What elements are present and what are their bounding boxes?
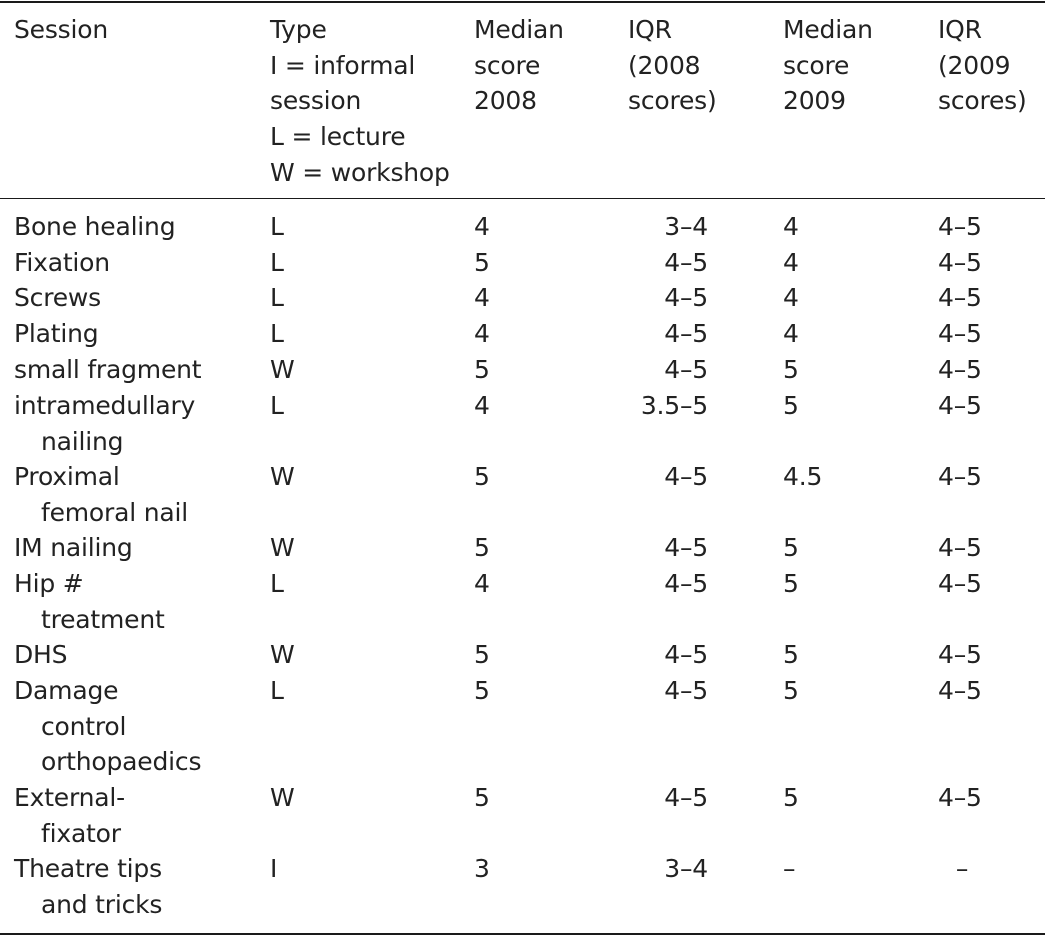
table-row-median-2009: 5 <box>783 355 799 384</box>
table-row-median-2009: 4 <box>783 248 799 277</box>
header-session <box>14 12 108 48</box>
session-name: Fixation <box>14 248 110 277</box>
table-row-type: L <box>270 676 284 705</box>
table-row-iqr-2009: 4–5 <box>938 676 982 705</box>
table-row-session <box>14 352 201 388</box>
table-row-iqr-2008: 4–5 <box>664 640 708 669</box>
session-name: External- <box>14 783 125 812</box>
table-row-median-2009: 5 <box>783 676 799 705</box>
header-iqr-2008-line: (2008 <box>628 50 701 80</box>
table-row-median-2009: 4 <box>783 212 799 241</box>
table-row-median-2009: 4.5 <box>783 462 823 491</box>
table-row-median-2009: 4 <box>783 283 799 312</box>
header-type-line: Type <box>270 15 327 44</box>
header-iqr-2009-line: (2009 <box>938 50 1011 80</box>
table-row-session <box>14 673 201 780</box>
table-row-iqr-2008: 3.5–5 <box>640 391 708 420</box>
header-median-2009-line: 2009 <box>783 86 846 116</box>
session-name: IM nailing <box>14 533 133 562</box>
session-name-continuation: and tricks <box>41 889 163 919</box>
header-median-2009-line: score <box>783 50 850 80</box>
table-row-session <box>14 780 125 851</box>
session-name: Plating <box>14 319 99 348</box>
table-top-rule <box>0 1 1045 3</box>
table-row-median-2008: 3 <box>474 854 490 883</box>
session-name: Hip # <box>14 569 84 598</box>
table-row-session <box>14 388 195 459</box>
table-row-type: W <box>270 533 295 562</box>
table-row-iqr-2008: 3–4 <box>664 854 708 883</box>
session-name: intramedullary <box>14 391 196 420</box>
header-type-line: L = lecture <box>270 122 406 152</box>
table-row-median-2008: 4 <box>474 391 490 420</box>
table-row-type: W <box>270 640 295 669</box>
session-name: Bone healing <box>14 212 176 241</box>
table-row-type: W <box>270 783 295 812</box>
table-row-iqr-2009: 4–5 <box>938 569 982 598</box>
table-row-type: L <box>270 319 284 348</box>
table-row-median-2009: 5 <box>783 533 799 562</box>
header-median-2009 <box>783 12 873 119</box>
table-row-type: L <box>270 569 284 598</box>
table-row-type: W <box>270 462 295 491</box>
header-type-line: I = informal <box>270 50 416 80</box>
table-row-iqr-2008: 4–5 <box>664 569 708 598</box>
table-row-median-2009: 5 <box>783 391 799 420</box>
session-name: small fragment <box>14 355 202 384</box>
table-row-iqr-2008: 4–5 <box>664 676 708 705</box>
header-iqr-2009-line: IQR <box>938 15 982 44</box>
table-row-iqr-2009: 4–5 <box>938 319 982 348</box>
table-row-type: L <box>270 283 284 312</box>
table-row-median-2009: – <box>783 854 796 883</box>
session-name: Screws <box>14 283 101 312</box>
table-row-median-2008: 4 <box>474 319 490 348</box>
table-row-median-2008: 5 <box>474 462 490 491</box>
table-row-median-2008: 5 <box>474 640 490 669</box>
table-row-median-2008: 5 <box>474 783 490 812</box>
header-type <box>270 12 450 191</box>
table-row-session <box>14 209 175 245</box>
table-row-iqr-2009: 4–5 <box>938 355 982 384</box>
table-row-median-2009: 5 <box>783 783 799 812</box>
table-row-median-2008: 5 <box>474 248 490 277</box>
table-row-iqr-2008: 4–5 <box>664 248 708 277</box>
session-name: Theatre tips <box>14 854 162 883</box>
table-row-iqr-2009: 4–5 <box>938 533 982 562</box>
table-header-rule <box>0 198 1045 199</box>
header-iqr-2008-line: IQR <box>628 15 672 44</box>
table-row-median-2008: 5 <box>474 676 490 705</box>
table-row-iqr-2009: 4–5 <box>938 248 982 277</box>
table-row-session <box>14 530 133 566</box>
table-row-iqr-2008: 4–5 <box>664 462 708 491</box>
table-row-iqr-2008: 4–5 <box>664 533 708 562</box>
table-row-median-2008: 4 <box>474 569 490 598</box>
table-row-iqr-2009: 4–5 <box>938 283 982 312</box>
table-row-iqr-2008: 4–5 <box>664 783 708 812</box>
table-row-iqr-2009: 4–5 <box>938 212 982 241</box>
table-row-type: W <box>270 355 295 384</box>
table-row-session <box>14 637 67 673</box>
table-row-session <box>14 459 188 530</box>
header-iqr-2009 <box>938 12 1027 119</box>
session-name-continuation: control <box>41 711 127 741</box>
table-row-iqr-2008: 4–5 <box>664 355 708 384</box>
header-session-line: Session <box>14 15 108 44</box>
table-row-type: I <box>270 854 278 883</box>
table-row-median-2008: 5 <box>474 533 490 562</box>
header-type-line: session <box>270 86 362 116</box>
table-row-iqr-2009 <box>938 851 986 887</box>
table-row-iqr-2008: 4–5 <box>664 283 708 312</box>
session-name-continuation: fixator <box>41 818 121 848</box>
table-row-iqr-2009: 4–5 <box>938 640 982 669</box>
table-row-median-2009: 5 <box>783 640 799 669</box>
table-row-iqr-2009: 4–5 <box>938 462 982 491</box>
table-row-iqr-2008: 4–5 <box>664 319 708 348</box>
table-row-iqr-2008: 3–4 <box>664 212 708 241</box>
table-row-session <box>14 566 165 637</box>
table-row-session <box>14 245 110 281</box>
table-bottom-rule <box>0 933 1045 935</box>
table-row-session <box>14 280 101 316</box>
header-iqr-2009-line: scores) <box>938 86 1027 116</box>
session-name-continuation: orthopaedics <box>41 747 202 777</box>
table-row-median-2008: 5 <box>474 355 490 384</box>
header-iqr-2008 <box>628 12 717 119</box>
table-row-median-2008: 4 <box>474 283 490 312</box>
session-name: DHS <box>14 640 68 669</box>
table-row-iqr-2009: 4–5 <box>938 783 982 812</box>
header-median-2008-line: Median <box>474 15 564 44</box>
session-name: Proximal <box>14 462 120 491</box>
session-name-continuation: treatment <box>41 604 165 634</box>
table-row-session <box>14 316 98 352</box>
header-type-line: W = workshop <box>270 157 450 187</box>
table-row-median-2008: 4 <box>474 212 490 241</box>
header-median-2008-line: score <box>474 50 541 80</box>
header-iqr-2008-line: scores) <box>628 86 717 116</box>
session-name-continuation: nailing <box>41 426 124 456</box>
table-row-session <box>14 851 162 922</box>
empty-value-dash: – <box>955 854 969 883</box>
table-row-type: L <box>270 391 284 420</box>
header-median-2009-line: Median <box>783 15 873 44</box>
table-row-type: L <box>270 212 284 241</box>
table-row-median-2009: 4 <box>783 319 799 348</box>
table-row-iqr-2009: 4–5 <box>938 391 982 420</box>
table-row-median-2009: 5 <box>783 569 799 598</box>
header-median-2008 <box>474 12 564 119</box>
session-name-continuation: femoral nail <box>41 497 188 527</box>
table-row-type: L <box>270 248 284 277</box>
session-name: Damage <box>14 676 119 705</box>
header-median-2008-line: 2008 <box>474 86 537 116</box>
